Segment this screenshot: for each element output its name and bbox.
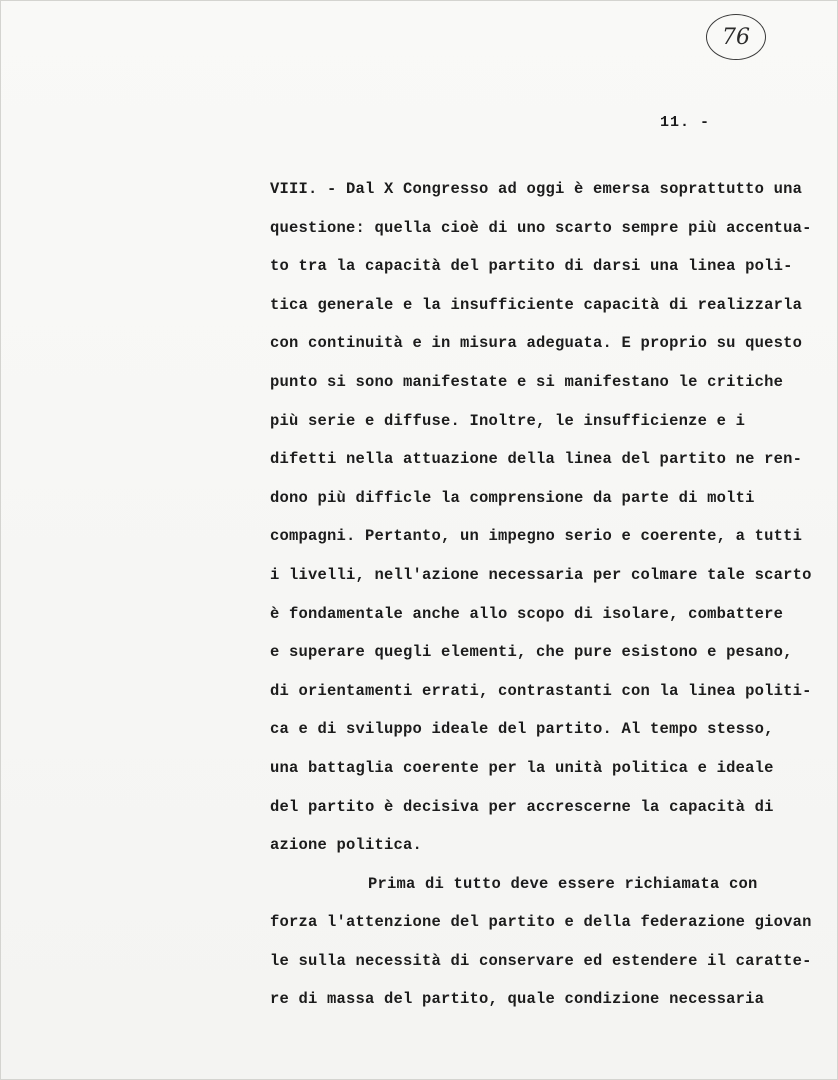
text-line: questione: quella cioè di uno scarto sempre più accentua- [270, 218, 812, 237]
text-line: ca e di sviluppo ideale del partito. Al tempo stesso, [270, 720, 774, 739]
text-line: forza l'attenzione del partito e della federazione giovan [270, 913, 812, 932]
text-line: Prima di tutto deve essere richiamata con [368, 874, 758, 893]
text-line: più serie e diffuse. Inoltre, le insufficienze e i [270, 411, 746, 430]
page-number: 11. - [660, 114, 711, 131]
paragraph-1 [270, 170, 835, 865]
text-line: le sulla necessità di conservare ed estendere il caratte- [270, 951, 812, 970]
text-line: compagni. Pertanto, un impegno serio e coerente, a tutti [270, 527, 803, 546]
stamp-number: 76 [722, 24, 750, 50]
text-line: di orientamenti errati, contrastanti con la linea politi- [270, 681, 812, 700]
text-line: con continuità e in misura adeguata. E proprio su questo [270, 334, 803, 353]
body-text [270, 170, 835, 1019]
paragraph-2 [270, 865, 835, 1019]
text-line: re di massa del partito, quale condizione necessaria [270, 990, 765, 1009]
text-line: e superare quegli elementi, che pure esistono e pesano, [270, 643, 793, 662]
text-line: punto si sono manifestate e si manifestano le critiche [270, 372, 784, 391]
text-line: una battaglia coerente per la unità politica e ideale [270, 758, 774, 777]
text-line: del partito è decisiva per accrescerne la capacità di [270, 797, 774, 816]
text-line: è fondamentale anche allo scopo di isolare, combattere [270, 604, 784, 623]
text-line: VIII. - Dal X Congresso ad oggi è emersa soprattutto una [270, 180, 803, 198]
text-line: dono più difficle la comprensione da parte di molti [270, 488, 755, 507]
text-line: azione politica. [270, 836, 423, 855]
text-line: i livelli, nell'azione necessaria per colmare tale scarto [270, 565, 812, 584]
text-line: to tra la capacità del partito di darsi una linea poli- [270, 257, 793, 276]
archive-stamp [706, 14, 766, 60]
text-line: tica generale e la insufficiente capacità di realizzarla [270, 295, 803, 314]
text-line: difetti nella attuazione della linea del partito ne ren- [270, 450, 803, 469]
